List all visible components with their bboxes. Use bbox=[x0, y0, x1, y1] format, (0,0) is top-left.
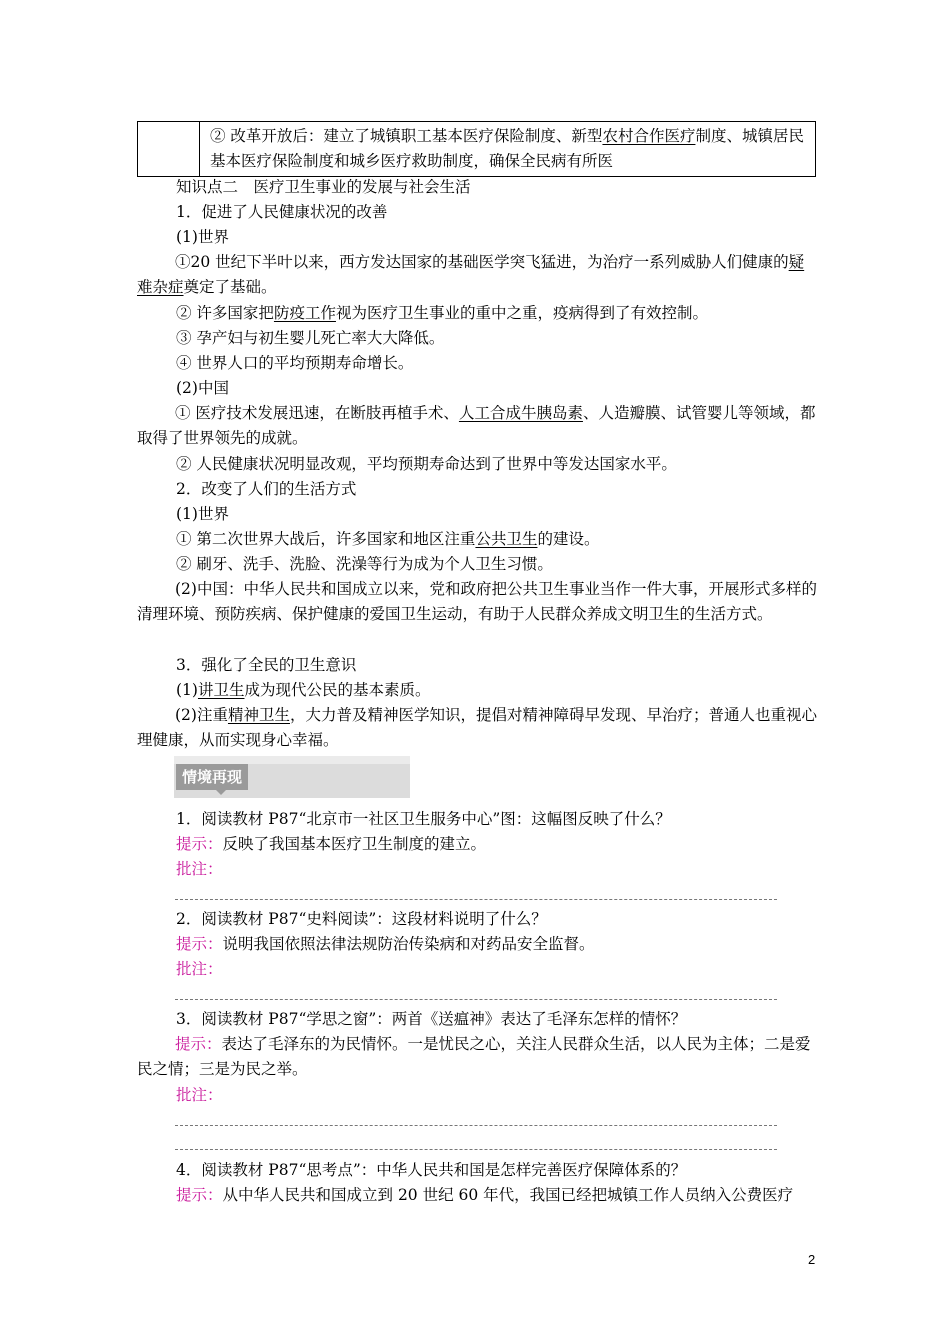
c1-text: ① 医疗技术发展迅速，在断肢再植手术、 bbox=[175, 404, 459, 422]
table-row bbox=[137, 121, 816, 177]
table-text-cont: 制度、城镇居民基本医疗保险制度和城乡医疗救助制度，确保全民病有所医 bbox=[210, 127, 804, 170]
p1-text-cont: 奠定了基础。 bbox=[183, 278, 277, 296]
hint-text: 反映了我国基本医疗卫生制度的建立。 bbox=[222, 835, 487, 853]
underlined-term: 防疫工作 bbox=[273, 304, 336, 322]
paragraph-c1 bbox=[137, 401, 817, 451]
hint-1 bbox=[176, 831, 856, 857]
subsection-3-1 bbox=[176, 677, 856, 703]
paragraph-c2: ② 人民健康状况明显改观，平均预期寿命达到了世界中等发达国家水平。 bbox=[176, 455, 677, 473]
underlined-term: 精神卫生 bbox=[227, 706, 290, 724]
underlined-term: 人工合成牛胰岛素 bbox=[458, 404, 583, 422]
note-label: 批注： bbox=[176, 960, 223, 978]
hint-4 bbox=[176, 1182, 856, 1208]
subsection-1-1: (1)世界 bbox=[176, 228, 229, 246]
section-banner bbox=[174, 756, 410, 798]
paragraph-p1 bbox=[137, 250, 817, 300]
section-heading: 知识点二 医疗卫生事业的发展与社会生活 bbox=[176, 178, 471, 196]
banner-bar bbox=[174, 756, 410, 764]
note-label: 批注： bbox=[176, 860, 223, 878]
subsection-2-1: (1)世界 bbox=[176, 505, 229, 523]
s3-2-text: (2)注重 bbox=[175, 706, 228, 724]
hint-label: 提示： bbox=[176, 835, 223, 853]
underlined-term: 公共卫生 bbox=[475, 530, 538, 548]
table-text: ② 改革开放后：建立了城镇职工基本医疗保险制度、新型 bbox=[210, 127, 603, 145]
paragraph-w1 bbox=[176, 526, 856, 552]
underlined-term: 农村合作医疗 bbox=[602, 127, 696, 145]
answer-line bbox=[175, 999, 777, 1000]
table-cell-right bbox=[210, 124, 810, 174]
note-label: 批注： bbox=[176, 1086, 223, 1104]
p2-text-cont: 视为医疗卫生事业的重中之重，疫病得到了有效控制。 bbox=[335, 304, 708, 322]
subsection-2: 2．改变了人们的生活方式 bbox=[176, 480, 357, 498]
c1-text-cont: 、人造瓣膜、试管婴儿等领域，都取得了世界领先的成就。 bbox=[137, 404, 816, 447]
subsection-2-2: (2)中国：中华人民共和国成立以来，党和政府把公共卫生事业当作一件大事，开展形式多样的清理环境、预防疾病、保护健康的爱国卫生运动，有助于人民群众养成文明卫生的生活方式。 bbox=[137, 580, 817, 623]
hint-text: 从中华人民共和国成立到 20 世纪 60 年代，我国已经把城镇工作人员纳入公费医疗 bbox=[222, 1186, 794, 1204]
hint-label: 提示： bbox=[176, 935, 223, 953]
answer-line bbox=[175, 1149, 777, 1150]
hint-text: 表达了毛泽东的为民情怀。一是忧民之心，关注人民群众生活，以人民为主体；二是爱民之情；三是为民之举。 bbox=[137, 1035, 811, 1078]
question-2: 2．阅读教材 P87“史料阅读”：这段材料说明了什么？ bbox=[176, 910, 547, 928]
underlined-term: 疑难杂症 bbox=[137, 253, 805, 296]
question-3: 3．阅读教材 P87“学思之窗”：两首《送瘟神》表达了毛泽东怎样的情怀？ bbox=[176, 1010, 687, 1028]
hint-text: 说明我国依照法律法规防治传染病和对药品安全监督。 bbox=[222, 935, 595, 953]
subsection-1-2: (2)中国 bbox=[176, 379, 229, 397]
w1-text-cont: 的建设。 bbox=[537, 530, 600, 548]
p2-text: ② 许多国家把 bbox=[176, 304, 274, 322]
question-4: 4．阅读教材 P87“思考点”：中华人民共和国是怎样完善医疗保障体系的？ bbox=[176, 1161, 687, 1179]
hint-3 bbox=[137, 1032, 817, 1082]
hint-label: 提示： bbox=[176, 1186, 223, 1204]
subsection-3-2 bbox=[137, 703, 817, 753]
paragraph-p2 bbox=[176, 300, 856, 326]
answer-line bbox=[175, 899, 777, 900]
underlined-term: 讲卫生 bbox=[197, 681, 245, 699]
s3-1-text-cont: 成为现代公民的基本素质。 bbox=[244, 681, 431, 699]
page-number: 2 bbox=[808, 1252, 816, 1267]
w1-text: ① 第二次世界大战后，许多国家和地区注重 bbox=[176, 530, 476, 548]
paragraph-p4: ④ 世界人口的平均预期寿命增长。 bbox=[176, 354, 414, 372]
table-cell-left bbox=[138, 122, 200, 176]
subsection-1: 1．促进了人民健康状况的改善 bbox=[176, 203, 388, 221]
paragraph-w2: ② 刷牙、洗手、洗脸、洗澡等行为成为个人卫生习惯。 bbox=[176, 555, 553, 573]
p1-text: ①20 世纪下半叶以来，西方发达国家的基础医学突飞猛进，为治疗一系列威胁人们健康的 bbox=[175, 253, 789, 271]
hint-2 bbox=[176, 931, 856, 957]
answer-line bbox=[175, 1125, 777, 1126]
paragraph-p3: ③ 孕产妇与初生婴儿死亡率大大降低。 bbox=[176, 329, 445, 347]
s3-1-text: (1) bbox=[176, 681, 198, 699]
banner-title: 情境再现 bbox=[176, 764, 248, 790]
hint-label: 提示： bbox=[175, 1035, 222, 1053]
subsection-3: 3．强化了全民的卫生意识 bbox=[176, 656, 357, 674]
s3-2-text-cont: ，大力普及精神医学知识，提倡对精神障碍早发现、早治疗；普通人也重视心理健康，从而实现身心幸福。 bbox=[137, 706, 817, 749]
banner-pointer-icon bbox=[216, 790, 226, 795]
question-1: 1．阅读教材 P87“北京市一社区卫生服务中心”图：这幅图反映了什么？ bbox=[176, 810, 671, 828]
